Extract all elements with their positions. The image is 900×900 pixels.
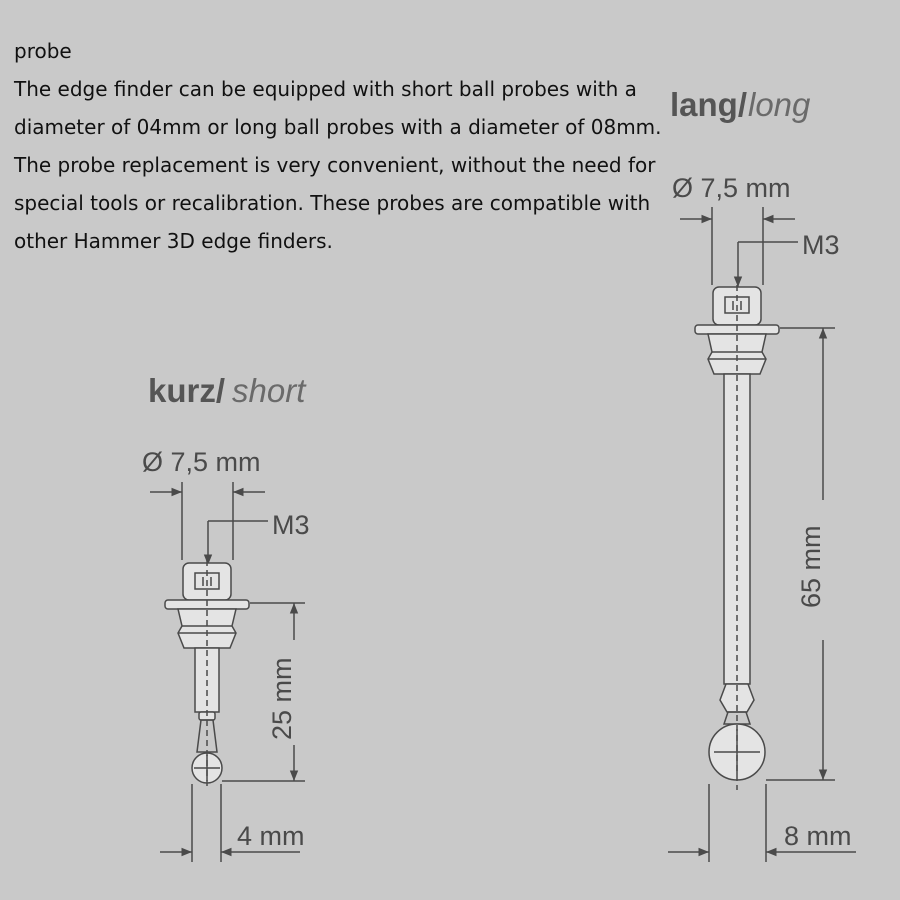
description-line: diameter of 04mm or long ball probes with a diameter of 08mm. [14, 115, 662, 139]
long-probe-title-en: long [748, 86, 811, 123]
short-thread-leader [208, 521, 268, 565]
short-ball-dimension [160, 784, 305, 862]
description-heading: probe [14, 39, 72, 63]
long-thread-label: M3 [802, 230, 840, 260]
short-thread-label: M3 [272, 510, 310, 540]
short-probe-diagram [142, 372, 310, 862]
long-probe-title-de: lang/ [670, 86, 748, 123]
long-length-dimension [766, 328, 835, 780]
description-line: The probe replacement is very convenient, without the need for [14, 153, 656, 177]
short-probe-title-de: kurz/ [148, 372, 226, 409]
description-line: other Hammer 3D edge finders. [14, 229, 333, 253]
long-ball-dimension [668, 784, 856, 862]
long-thread-leader [738, 242, 798, 287]
short-diameter-label: Ø 7,5 mm [142, 447, 261, 477]
short-length-label: 25 mm [267, 657, 297, 740]
description-line: special tools or recalibration. These probes are compatible with [14, 191, 651, 215]
long-diameter-label: Ø 7,5 mm [672, 173, 791, 203]
long-ball-label: 8 mm [784, 821, 852, 851]
long-probe-diagram [668, 86, 856, 862]
short-probe-title-en: short [232, 372, 306, 409]
description-line: The edge finder can be equipped with short ball probes with a [14, 77, 637, 101]
short-ball-label: 4 mm [237, 821, 305, 851]
long-length-label: 65 mm [796, 525, 826, 608]
